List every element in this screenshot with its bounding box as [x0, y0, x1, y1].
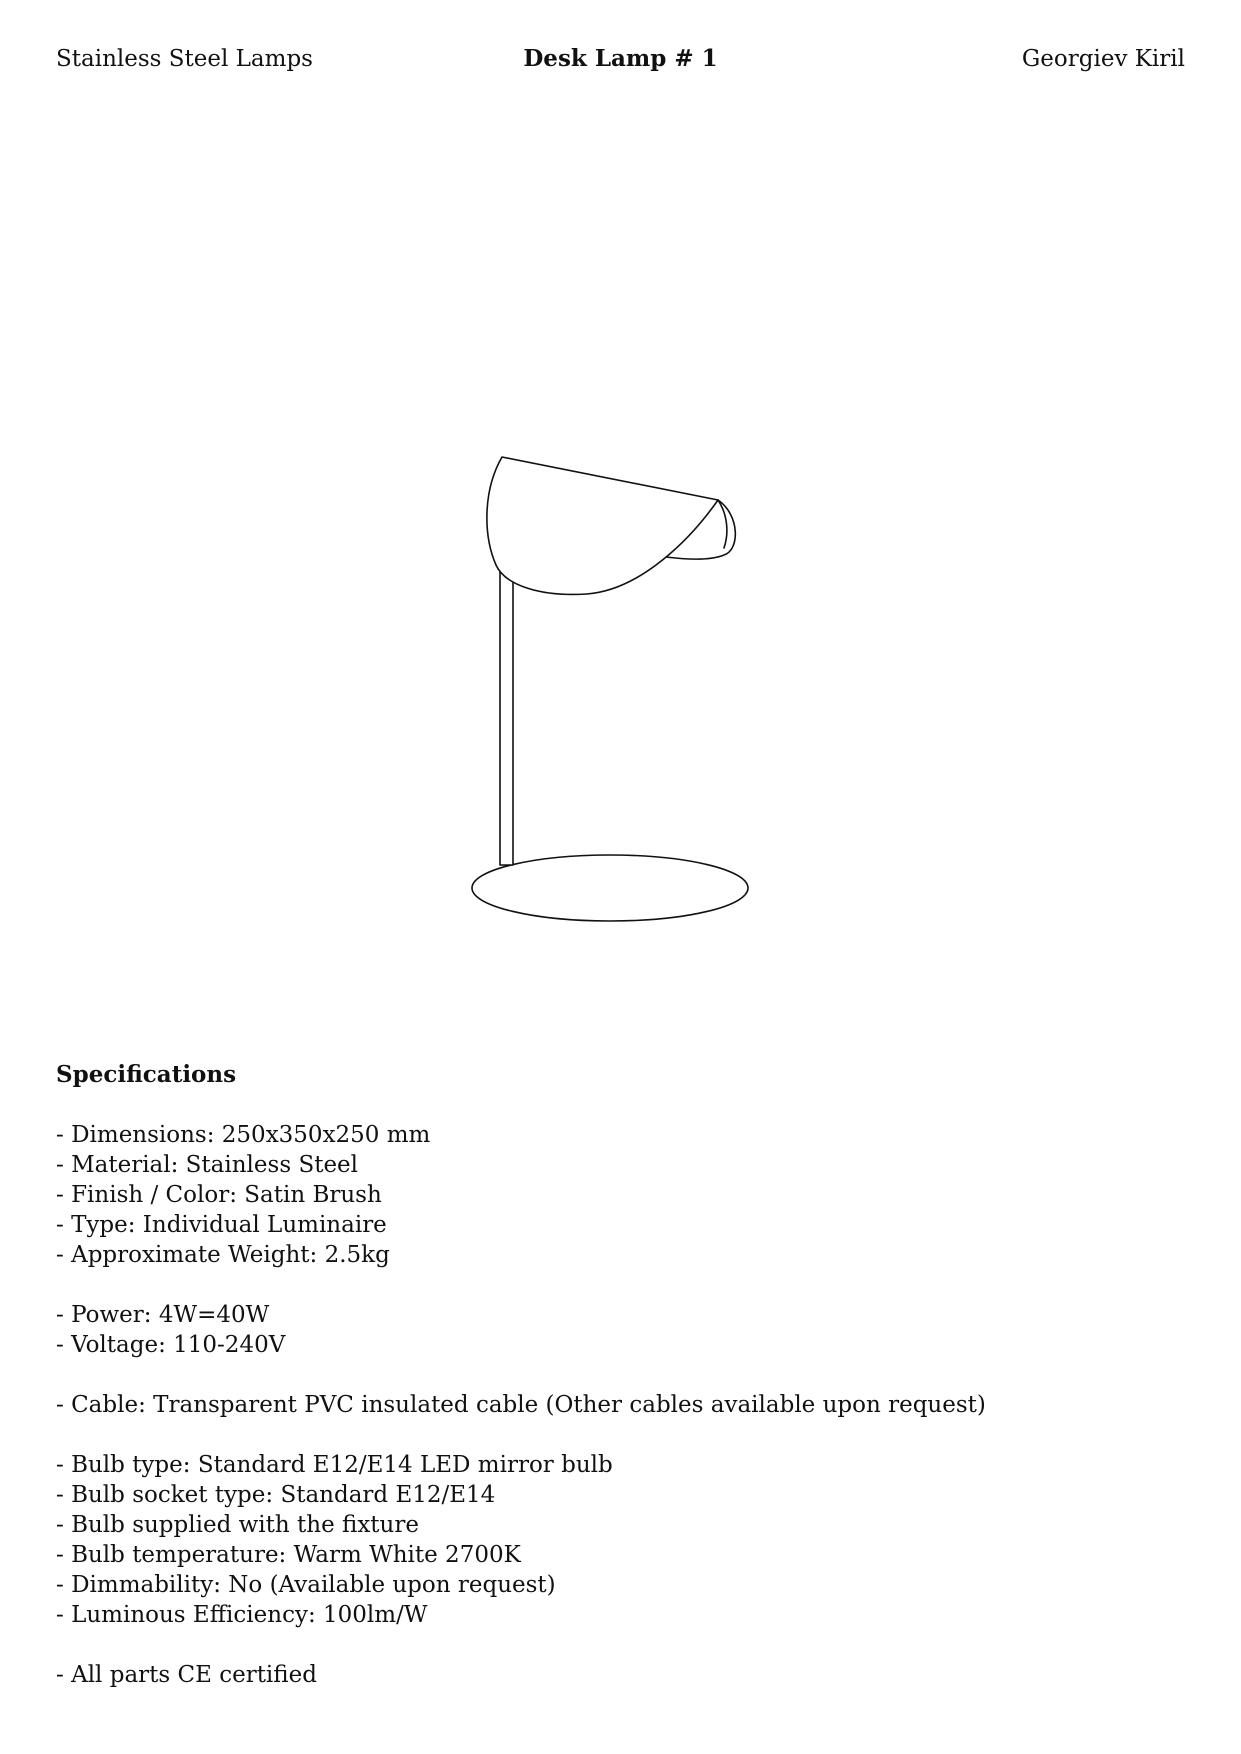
product-title: Desk Lamp # 1 [523, 45, 718, 72]
spec-luminous-efficiency: - Luminous Efficiency: 100lm/W [56, 1602, 428, 1628]
specifications-section [56, 1060, 1186, 1720]
spec-finish: - Finish / Color: Satin Brush [56, 1182, 382, 1208]
spec-bulb-type: - Bulb type: Standard E12/E14 LED mirror bulb [56, 1452, 613, 1478]
spec-group-certification [56, 1660, 1186, 1690]
lamp-pole [500, 562, 513, 865]
spec-weight: - Approximate Weight: 2.5kg [56, 1242, 390, 1268]
spec-type: - Type: Individual Luminaire [56, 1212, 387, 1238]
spec-bulb-temperature: - Bulb temperature: Warm White 2700K [56, 1542, 521, 1568]
collection-name: Stainless Steel Lamps [56, 46, 313, 72]
spec-group-electrical [56, 1300, 1186, 1360]
spec-dimensions: - Dimensions: 250x350x250 mm [56, 1122, 431, 1148]
spec-material: - Material: Stainless Steel [56, 1152, 359, 1178]
desk-lamp-drawing-icon [460, 440, 780, 940]
spec-cable: - Cable: Transparent PVC insulated cable (Other cables available upon request) [56, 1392, 986, 1418]
spec-voltage: - Voltage: 110-240V [56, 1332, 286, 1358]
spec-group-bulb [56, 1450, 1186, 1630]
page-header [56, 44, 1185, 78]
spec-bulb-supplied: - Bulb supplied with the fixture [56, 1512, 419, 1538]
spec-group-physical [56, 1120, 1186, 1270]
spec-power: - Power: 4W=40W [56, 1302, 270, 1328]
spec-bulb-socket: - Bulb socket type: Standard E12/E14 [56, 1482, 496, 1508]
spec-group-cable [56, 1390, 1186, 1420]
spec-dimmability: - Dimmability: No (Available upon request) [56, 1572, 556, 1598]
lamp-shade [487, 457, 718, 594]
specifications-heading: Specifications [56, 1061, 237, 1088]
designer-name: Georgiev Kiril [1021, 46, 1185, 72]
spec-certification: - All parts CE certified [56, 1662, 317, 1688]
